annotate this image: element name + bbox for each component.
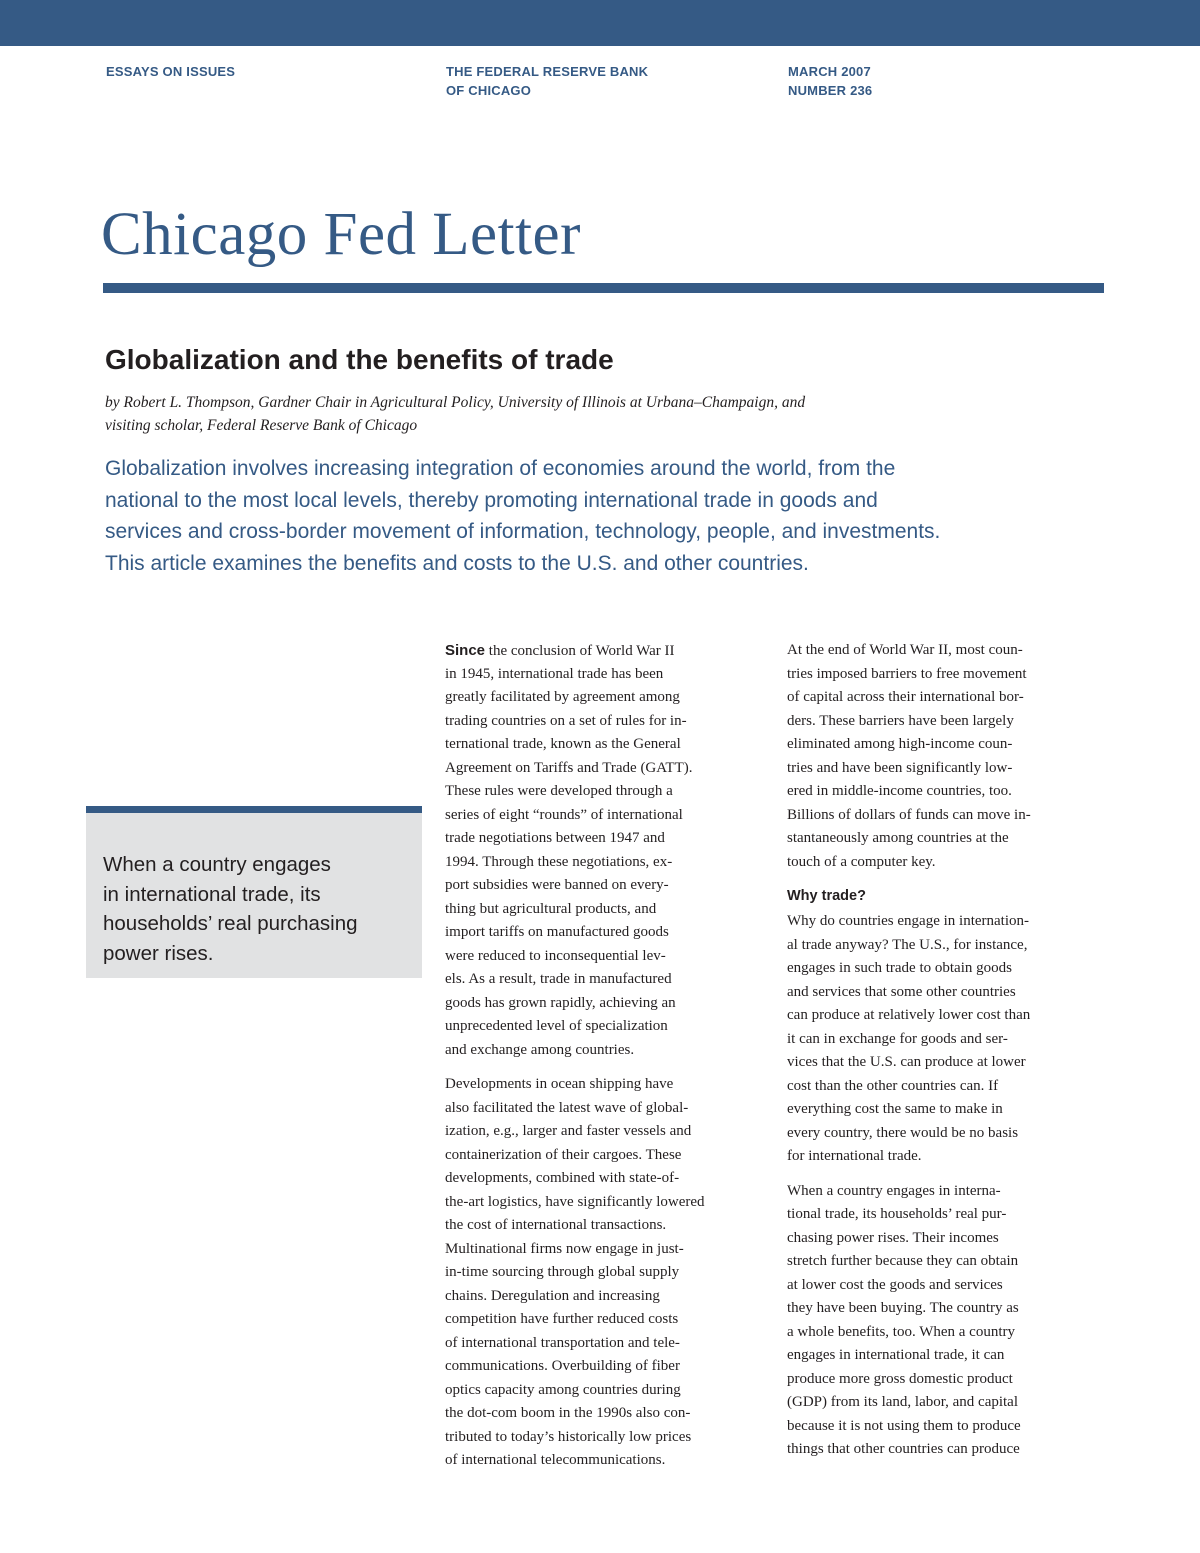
issue-number: NUMBER 236 — [788, 83, 873, 98]
series-text: ESSAYS ON ISSUES — [106, 64, 236, 79]
text-line: everything cost the same to make in — [787, 1101, 1003, 1117]
text-line: At the end of World War II, most coun- — [787, 642, 1023, 658]
text-line: and services that some other countries — [787, 983, 1016, 1000]
text-line: ternational trade, known as the General — [445, 736, 681, 752]
pull-quote-line: households’ real purchasing — [103, 912, 358, 935]
text-line: can produce at relatively lower cost than — [787, 1007, 1031, 1023]
text-line: produce more gross domestic product — [787, 1370, 1013, 1387]
text-line: in 1945, international trade has been — [445, 665, 664, 682]
byline-line: visiting scholar, Federal Reserve Bank of Chicago — [105, 417, 418, 434]
text-line: goods has grown rapidly, achieving an — [445, 994, 676, 1011]
pull-quote-text — [103, 850, 358, 968]
intro-line: This article examines the benefits and costs to the U.S. and other countries. — [105, 551, 809, 575]
text-line: chains. Deregulation and increasing — [445, 1287, 660, 1304]
text-line: also facilitated the latest wave of global- — [445, 1099, 689, 1116]
text-line: tributed to today’s historically low prices — [445, 1428, 692, 1445]
publisher-line: OF CHICAGO — [446, 83, 532, 98]
text-line: containerization of their cargoes. These — [445, 1146, 682, 1163]
text-line: tries imposed barriers to free movement — [787, 665, 1027, 682]
byline — [105, 391, 1005, 437]
text-line: the dot-com boom in the 1990s also con- — [445, 1405, 691, 1421]
paragraph — [445, 1073, 775, 1473]
paragraph-first-line — [445, 639, 775, 663]
text-line: trade negotiations between 1947 and — [445, 830, 665, 846]
text-line: unprecedented level of specialization — [445, 1018, 668, 1034]
text-line: (GDP) from its land, labor, and capital — [787, 1394, 1019, 1410]
issue-date: MARCH 2007 — [788, 64, 871, 79]
byline-line: by Robert L. Thompson, Gardner Chair in Agricultural Policy, University of Illinois at Urbana–Champaign, and — [105, 394, 806, 411]
text-line: greatly facilitated by agreement among — [445, 689, 680, 705]
paragraph-gap — [445, 1062, 775, 1073]
lead-word: Since — [445, 642, 486, 659]
publisher-line: THE FEDERAL RESERVE BANK — [446, 64, 649, 79]
body-column-1 — [445, 639, 775, 1473]
intro-line: national to the most local levels, thereby promoting international trade in goods and — [105, 488, 878, 512]
text-line: of international transportation and tele- — [445, 1334, 680, 1351]
text-line: eliminated among high-income coun- — [787, 736, 1013, 752]
text-line: tional trade, its households’ real pur- — [787, 1206, 1007, 1222]
text-line: Developments in ocean shipping have — [445, 1076, 674, 1092]
text-line: Billions of dollars of funds can move in- — [787, 806, 1031, 823]
intro-deck — [105, 453, 1105, 579]
text-line: engages in such trade to obtain goods — [787, 960, 1012, 976]
top-banner — [0, 0, 1200, 46]
paragraph — [787, 639, 1117, 874]
masthead-rule — [103, 283, 1104, 293]
text-line: series of eight “rounds” of international — [445, 806, 683, 823]
text-line: When a country engages in interna- — [787, 1182, 1001, 1199]
text-line: ization, e.g., larger and faster vessels and — [445, 1123, 692, 1139]
text-line: vices that the U.S. can produce at lower — [787, 1054, 1026, 1070]
text-line: Agreement on Tariffs and Trade (GATT). — [445, 759, 693, 776]
text-line: every country, there would be no basis — [787, 1124, 1019, 1141]
section-heading: Why trade? — [787, 888, 866, 904]
pull-quote-line: in international trade, its — [103, 882, 321, 906]
body-column-2 — [787, 639, 1117, 1462]
paragraph-gap — [787, 1169, 1117, 1180]
text-line: for international trade. — [787, 1148, 922, 1164]
text-line: al trade anyway? The U.S., for instance, — [787, 936, 1028, 953]
text-line: ders. These barriers have been largely — [787, 712, 1014, 729]
text-line: els. As a result, trade in manufactured — [445, 971, 672, 987]
text-line: cost than the other countries can. If — [787, 1077, 999, 1094]
article-title: Globalization and the benefits of trade — [105, 344, 614, 375]
text-line: a whole benefits, too. When a country — [787, 1323, 1015, 1340]
pull-quote — [86, 806, 422, 978]
text-line: at lower cost the goods and services — [787, 1276, 1003, 1293]
issue-info — [788, 62, 872, 100]
text-line: engages in international trade, it can — [787, 1347, 1005, 1363]
text-line: Why do countries engage in internation- — [787, 913, 1030, 929]
text-line: 1994. Through these negotiations, ex- — [445, 853, 673, 870]
publisher-label — [446, 62, 648, 100]
intro-line: Globalization involves increasing integration of economies around the world, from the — [105, 457, 896, 480]
text-line: stretch further because they can obtain — [787, 1253, 1019, 1269]
text-line: in-time sourcing through global supply — [445, 1264, 680, 1280]
text-line: it can in exchange for goods and ser- — [787, 1030, 1008, 1047]
text-line: chasing power rises. Their incomes — [787, 1229, 999, 1246]
paragraph — [445, 663, 775, 1063]
text-line: the-art logistics, have significantly lowered — [445, 1193, 705, 1210]
text-line: the cost of international transactions. — [445, 1217, 667, 1233]
text-line: These rules were developed through a — [445, 783, 673, 799]
text-line: were reduced to inconsequential lev- — [445, 947, 666, 964]
paragraph — [787, 910, 1117, 1169]
text-line: of international telecommunications. — [445, 1452, 666, 1468]
text-line: import tariffs on manufactured goods — [445, 924, 669, 940]
text-line: trading countries on a set of rules for in- — [445, 712, 687, 729]
text-line: port subsidies were banned on every- — [445, 877, 669, 893]
text-line: Multinational firms now engage in just- — [445, 1240, 684, 1257]
text-line: because it is not using them to produce — [787, 1417, 1021, 1434]
text-line: thing but agricultural products, and — [445, 900, 657, 917]
text-line: and exchange among countries. — [445, 1041, 635, 1058]
masthead-title: Chicago Fed Letter — [101, 201, 581, 268]
text-line: competition have further reduced costs — [445, 1311, 679, 1327]
pull-quote-line: power rises. — [103, 941, 214, 965]
text-line: ered in middle-income countries, too. — [787, 783, 1012, 799]
text-line: of capital across their international bor- — [787, 689, 1024, 705]
first-line-text: the conclusion of World War II — [485, 643, 675, 659]
text-line: stantaneously among countries at the — [787, 830, 1009, 846]
series-label — [106, 62, 235, 81]
pull-quote-line: When a country engages — [103, 853, 331, 876]
text-line: optics capacity among countries during — [445, 1381, 681, 1398]
text-line: communications. Overbuilding of fiber — [445, 1358, 680, 1374]
paragraph — [787, 1180, 1117, 1462]
text-line: tries and have been significantly low- — [787, 759, 1013, 776]
text-line: touch of a computer key. — [787, 853, 936, 870]
text-line: they have been buying. The country as — [787, 1300, 1019, 1316]
text-line: developments, combined with state-of- — [445, 1170, 680, 1186]
intro-line: services and cross-border movement of information, technology, people, and investments. — [105, 520, 941, 543]
text-line: things that other countries can produce — [787, 1441, 1020, 1457]
